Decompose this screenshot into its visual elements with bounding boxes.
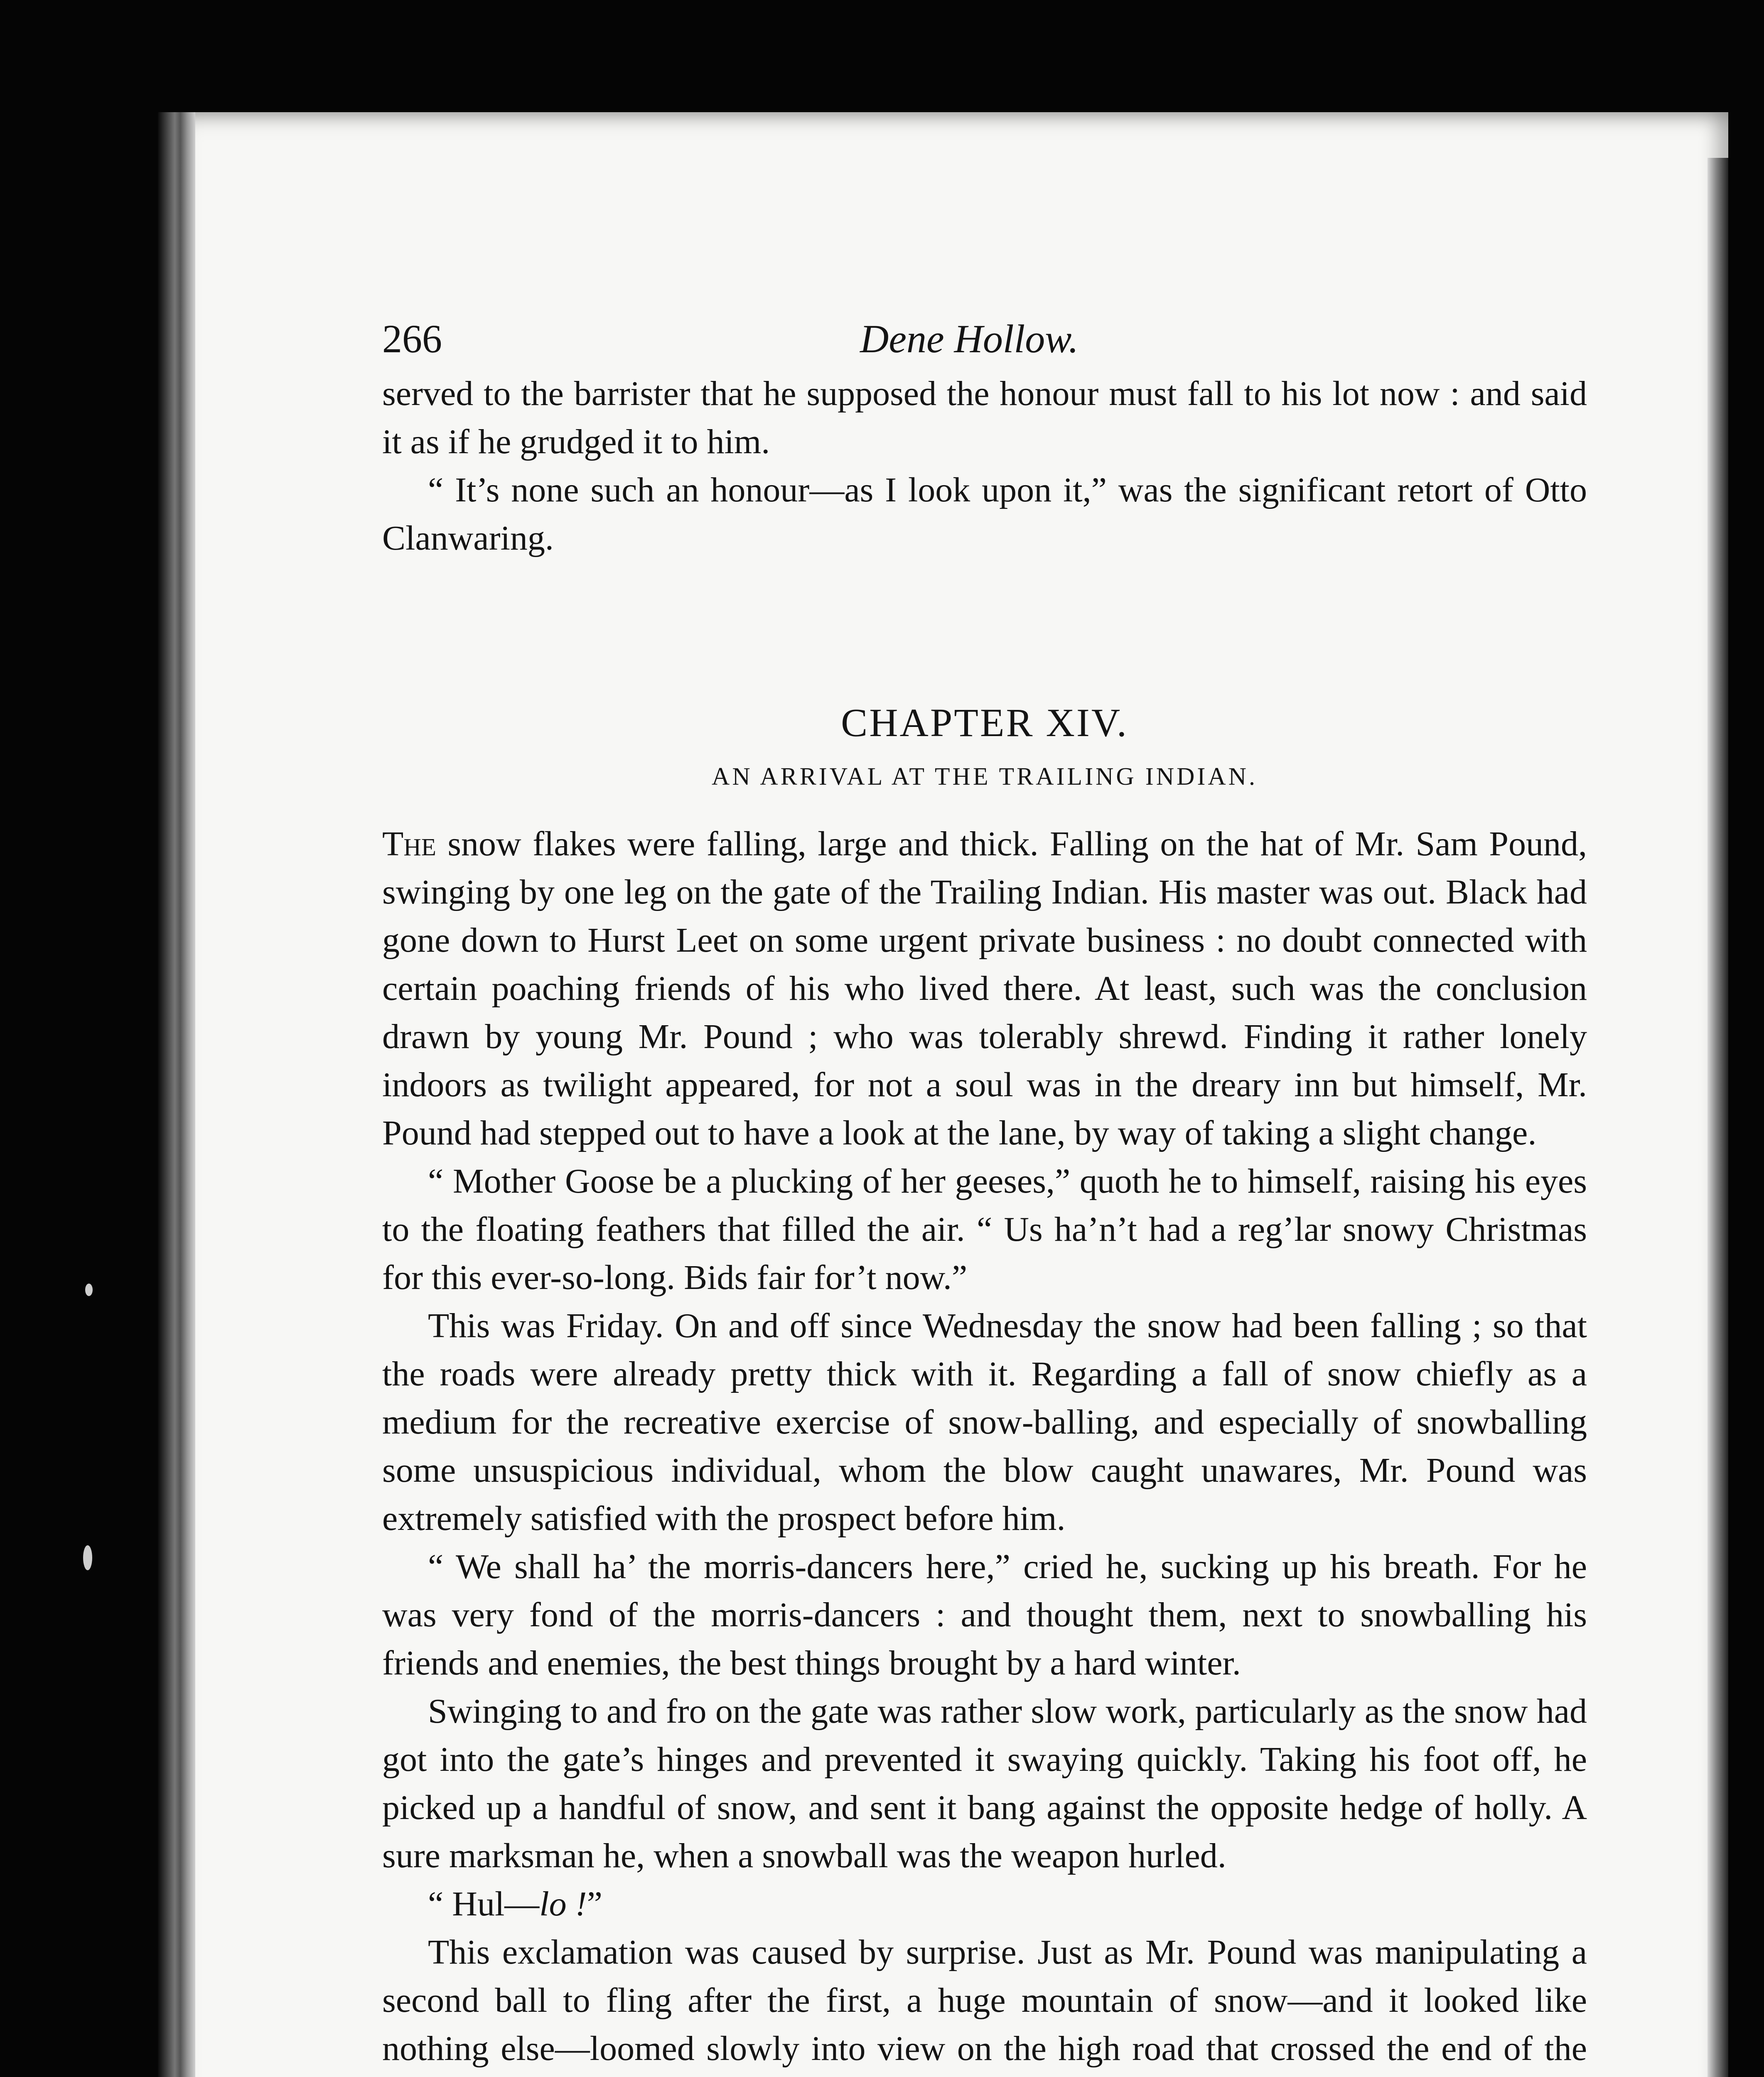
exclamation-italic: lo ! [539,1885,587,1923]
page-binding-edge [158,112,195,2077]
scan-speck [85,1284,93,1296]
paragraph-opening [382,820,1587,1157]
paragraph-friday: This was Friday. On and off since Wednesday the snow had been falling ; so that the roads were already pretty thick with it. Regarding a fall of snow chiefly as a medium for the recreative exercise of snow-balling, and especially of snowballing some unsuspicious individual, whom the blow caught unawares, Mr. Pound was extremely satisfied with the prospect before him. [382,1306,1587,1538]
opening-text: snow flakes were falling, large and thick. Falling on the hat of Mr. Sam Pound, swinging by one leg on the gate of the Trailing Indian. His master was out. Black had gone down to Hurst Leet on some urgent private business : no doubt connected with certain poaching friends of his who lived there. At least, such was the conclusion drawn by young Mr. Pound ; who was tolerably shrewd. Finding it rather lonely indoors as twilight appeared, for not a soul was in the dreary inn but himself, Mr. Pound had stepped out to have a look at the lane, by way of taking a slight change. [382,825,1587,1152]
paragraph-waggon: This exclamation was caused by surprise. Just as Mr. Pound was manipulating a second ball to fling after the first, a huge mountain of snow—and it looked like nothing else—loomed slowly into view on the high road that crossed the end of the [382,1933,1587,2068]
exclamation-prefix: “ Hul— [428,1885,540,1923]
chapter-subtitle: AN ARRIVAL AT THE TRAILING INDIAN. [712,763,1258,790]
paragraph-mother-goose: “ Mother Goose be a plucking of her geeses,” quoth he to himself, raising his eyes to the floating feathers that filled the air. “ Us ha’n’t had a reg’lar snowy Christmas for this ever-so-long. Bids fair for’t now.” [382,1162,1587,1297]
page-right-edge [1707,158,1728,2077]
paragraph-morris-dancers: “ We shall ha’ the morris-dancers here,” cried he, sucking up his breath. For he was very fond of the morris-dancers : and thought them, next to snowballing his friends and enemies, the best things brought by a hard winter. [382,1547,1587,1682]
running-head [382,316,1587,370]
chapter-title: CHAPTER XIV. [841,700,1128,745]
paragraph-exclamation [382,1880,1587,1928]
book-title: Dene Hollow. [860,317,1079,361]
page-number: 266 [382,317,442,361]
page-text [382,316,1587,2077]
paragraph-retort: “ It’s none such an honour—as I look upon it,” was the significant retort of Otto Clanwaring. [382,471,1587,557]
scan-speck [83,1545,92,1570]
paragraph-continued: served to the barrister that he supposed the honour must fall to his lot now : and said it as if he grudged it to him. [382,374,1587,461]
exclamation-suffix: ” [587,1885,602,1923]
opening-lead-word: The [382,825,436,863]
paragraph-swinging: Swinging to and fro on the gate was rather slow work, particularly as the snow had got into the gate’s hinges and prevented it swaying quickly. Taking his foot off, he picked up a handful of snow, and sent it bang against the opposite hedge of holly. A sure marksman he, when a snowball was the weapon hurled. [382,1692,1587,1875]
